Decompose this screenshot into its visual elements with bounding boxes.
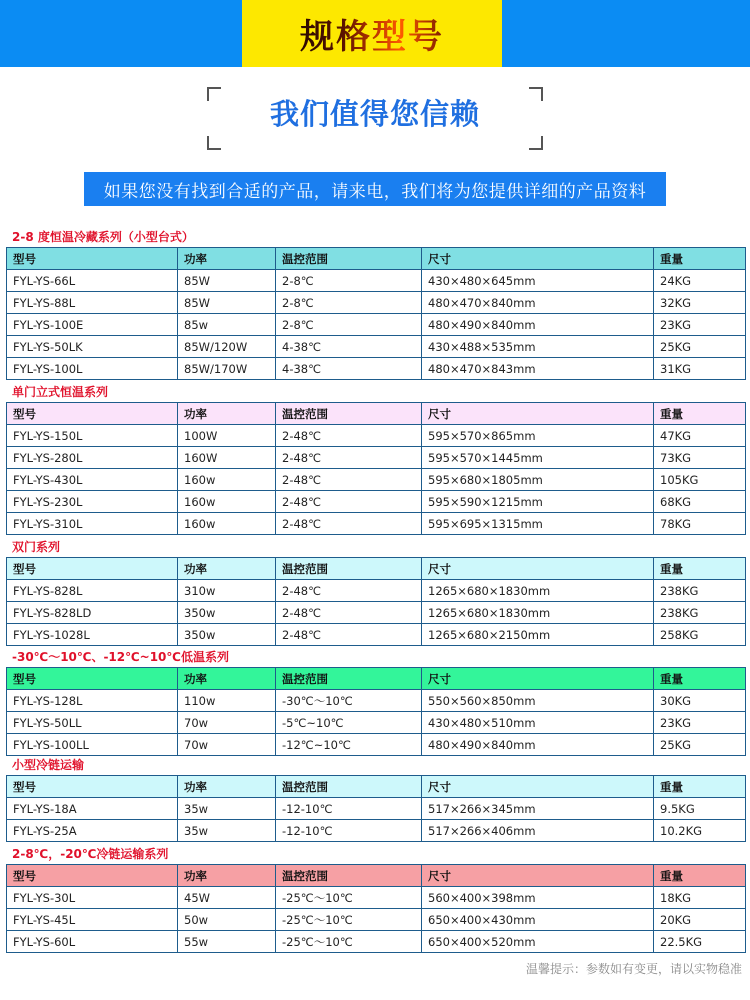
size-cell: 480×490×840mm: [422, 314, 654, 336]
model-cell: FYL-YS-60L: [7, 931, 178, 953]
table-header-row: [7, 776, 746, 798]
column-header: 功率: [178, 558, 276, 580]
column-header: 温控范围: [276, 865, 422, 887]
size-cell: 595×570×1445mm: [422, 447, 654, 469]
model-cell: FYL-YS-828L: [7, 580, 178, 602]
table-row: [7, 425, 746, 447]
table-row: [7, 270, 746, 292]
column-header: 重量: [654, 865, 746, 887]
power-cell: 160W: [178, 447, 276, 469]
table-row: [7, 690, 746, 712]
table-row: [7, 909, 746, 931]
column-header: 尺寸: [422, 776, 654, 798]
weight-cell: 238KG: [654, 602, 746, 624]
model-cell: FYL-YS-230L: [7, 491, 178, 513]
column-header: 型号: [7, 865, 178, 887]
size-cell: 480×490×840mm: [422, 734, 654, 756]
model-cell: FYL-YS-100L: [7, 358, 178, 380]
column-header: 功率: [178, 776, 276, 798]
temp-range-cell: -25℃～10℃: [276, 909, 422, 931]
column-header: 温控范围: [276, 403, 422, 425]
column-header: 温控范围: [276, 558, 422, 580]
table-row: [7, 931, 746, 953]
temp-range-cell: -30℃～10℃: [276, 690, 422, 712]
table-header-row: [7, 558, 746, 580]
temp-range-cell: 2-48℃: [276, 580, 422, 602]
temp-range-cell: 2-48℃: [276, 602, 422, 624]
weight-cell: 20KG: [654, 909, 746, 931]
power-cell: 350w: [178, 624, 276, 646]
weight-cell: 68KG: [654, 491, 746, 513]
model-cell: FYL-YS-100E: [7, 314, 178, 336]
weight-cell: 73KG: [654, 447, 746, 469]
weight-cell: 23KG: [654, 712, 746, 734]
power-cell: 160w: [178, 491, 276, 513]
column-header: 温控范围: [276, 248, 422, 270]
power-cell: 85W: [178, 292, 276, 314]
power-cell: 350w: [178, 602, 276, 624]
size-cell: 650×400×430mm: [422, 909, 654, 931]
size-cell: 480×470×843mm: [422, 358, 654, 380]
column-header: 尺寸: [422, 558, 654, 580]
weight-cell: 24KG: [654, 270, 746, 292]
size-cell: 560×400×398mm: [422, 887, 654, 909]
table-row: [7, 734, 746, 756]
section-title: -30℃～10℃、-12℃~10℃低温系列: [12, 650, 229, 664]
weight-cell: 258KG: [654, 624, 746, 646]
weight-cell: 30KG: [654, 690, 746, 712]
section-title: 2-8 度恒温冷藏系列（小型台式）: [12, 230, 194, 244]
spec-table: [6, 864, 746, 953]
table-row: [7, 491, 746, 513]
temp-range-cell: -12℃~10℃: [276, 734, 422, 756]
temp-range-cell: -12-10℃: [276, 798, 422, 820]
model-cell: FYL-YS-310L: [7, 513, 178, 535]
column-header: 型号: [7, 776, 178, 798]
table-row: [7, 887, 746, 909]
power-cell: 35w: [178, 820, 276, 842]
table-row: [7, 602, 746, 624]
model-cell: FYL-YS-150L: [7, 425, 178, 447]
weight-cell: 18KG: [654, 887, 746, 909]
weight-cell: 31KG: [654, 358, 746, 380]
size-cell: 650×400×520mm: [422, 931, 654, 953]
section-title: 2-8℃，-20℃冷链运输系列: [12, 847, 169, 861]
temp-range-cell: 4-38℃: [276, 336, 422, 358]
temp-range-cell: 2-8℃: [276, 314, 422, 336]
size-cell: 430×488×535mm: [422, 336, 654, 358]
power-cell: 35w: [178, 798, 276, 820]
temp-range-cell: 2-48℃: [276, 513, 422, 535]
model-cell: FYL-YS-100LL: [7, 734, 178, 756]
weight-cell: 25KG: [654, 734, 746, 756]
size-cell: 480×470×840mm: [422, 292, 654, 314]
weight-cell: 25KG: [654, 336, 746, 358]
table-header-row: [7, 668, 746, 690]
model-cell: FYL-YS-88L: [7, 292, 178, 314]
size-cell: 517×266×345mm: [422, 798, 654, 820]
size-cell: 517×266×406mm: [422, 820, 654, 842]
power-cell: 85w: [178, 314, 276, 336]
table-row: [7, 292, 746, 314]
temp-range-cell: 2-48℃: [276, 425, 422, 447]
weight-cell: 23KG: [654, 314, 746, 336]
model-cell: FYL-YS-280L: [7, 447, 178, 469]
column-header: 尺寸: [422, 865, 654, 887]
temp-range-cell: 4-38℃: [276, 358, 422, 380]
size-cell: 1265×680×1830mm: [422, 580, 654, 602]
top-banner: [0, 0, 750, 67]
temp-range-cell: 2-8℃: [276, 292, 422, 314]
column-header: 型号: [7, 668, 178, 690]
model-cell: FYL-YS-128L: [7, 690, 178, 712]
power-cell: 100W: [178, 425, 276, 447]
spec-table: [6, 247, 746, 380]
model-cell: FYL-YS-45L: [7, 909, 178, 931]
power-cell: 160w: [178, 469, 276, 491]
size-cell: 595×695×1315mm: [422, 513, 654, 535]
section-title: 小型冷链运输: [12, 758, 85, 772]
weight-cell: 78KG: [654, 513, 746, 535]
model-cell: FYL-YS-30L: [7, 887, 178, 909]
weight-cell: 105KG: [654, 469, 746, 491]
section-title: 双门系列: [12, 540, 61, 554]
power-cell: 160w: [178, 513, 276, 535]
table-row: [7, 712, 746, 734]
size-cell: 430×480×510mm: [422, 712, 654, 734]
contact-notice-bar: 如果您没有找到合适的产品，请来电，我们将为您提供详细的产品资料: [84, 172, 666, 206]
column-header: 尺寸: [422, 248, 654, 270]
column-header: 重量: [654, 776, 746, 798]
column-header: 重量: [654, 558, 746, 580]
table-row: [7, 624, 746, 646]
size-cell: 1265×680×1830mm: [422, 602, 654, 624]
table-row: [7, 580, 746, 602]
temp-range-cell: -5℃~10℃: [276, 712, 422, 734]
model-cell: FYL-YS-1028L: [7, 624, 178, 646]
power-cell: 110w: [178, 690, 276, 712]
weight-cell: 238KG: [654, 580, 746, 602]
temp-range-cell: -25℃～10℃: [276, 931, 422, 953]
size-cell: 595×570×865mm: [422, 425, 654, 447]
power-cell: 45W: [178, 887, 276, 909]
model-cell: FYL-YS-50LK: [7, 336, 178, 358]
column-header: 尺寸: [422, 403, 654, 425]
temp-range-cell: 2-48℃: [276, 491, 422, 513]
size-cell: 550×560×850mm: [422, 690, 654, 712]
column-header: 型号: [7, 558, 178, 580]
footer-disclaimer: 温馨提示：参数如有变更，请以实物稳准: [525, 962, 742, 976]
power-cell: 70w: [178, 712, 276, 734]
spec-table: [6, 775, 746, 842]
column-header: 重量: [654, 668, 746, 690]
table-row: [7, 820, 746, 842]
column-header: 型号: [7, 403, 178, 425]
table-row: [7, 469, 746, 491]
corner-bracket-bottom-left: [207, 136, 221, 150]
column-header: 功率: [178, 668, 276, 690]
model-cell: FYL-YS-828LD: [7, 602, 178, 624]
model-cell: FYL-YS-50LL: [7, 712, 178, 734]
column-header: 功率: [178, 403, 276, 425]
size-cell: 595×680×1805mm: [422, 469, 654, 491]
size-cell: 595×590×1215mm: [422, 491, 654, 513]
table-header-row: [7, 248, 746, 270]
table-header-row: [7, 865, 746, 887]
table-row: [7, 358, 746, 380]
size-cell: 1265×680×2150mm: [422, 624, 654, 646]
model-cell: FYL-YS-18A: [7, 798, 178, 820]
power-cell: 85W: [178, 270, 276, 292]
column-header: 重量: [654, 403, 746, 425]
spec-table: [6, 557, 746, 646]
weight-cell: 47KG: [654, 425, 746, 447]
power-cell: 85W/170W: [178, 358, 276, 380]
table-header-row: [7, 403, 746, 425]
temp-range-cell: 2-48℃: [276, 624, 422, 646]
weight-cell: 22.5KG: [654, 931, 746, 953]
power-cell: 310w: [178, 580, 276, 602]
weight-cell: 32KG: [654, 292, 746, 314]
model-cell: FYL-YS-430L: [7, 469, 178, 491]
spec-table: [6, 667, 746, 756]
power-cell: 70w: [178, 734, 276, 756]
column-header: 型号: [7, 248, 178, 270]
column-header: 温控范围: [276, 668, 422, 690]
slogan: 我们值得您信赖: [269, 97, 480, 131]
temp-range-cell: 2-48℃: [276, 447, 422, 469]
table-row: [7, 513, 746, 535]
power-cell: 85W/120W: [178, 336, 276, 358]
power-cell: 55w: [178, 931, 276, 953]
temp-range-cell: 2-48℃: [276, 469, 422, 491]
column-header: 功率: [178, 248, 276, 270]
column-header: 温控范围: [276, 776, 422, 798]
model-cell: FYL-YS-66L: [7, 270, 178, 292]
corner-bracket-bottom-right: [529, 136, 543, 150]
table-row: [7, 336, 746, 358]
temp-range-cell: -12-10℃: [276, 820, 422, 842]
temp-range-cell: -25℃～10℃: [276, 887, 422, 909]
temp-range-cell: 2-8℃: [276, 270, 422, 292]
model-cell: FYL-YS-25A: [7, 820, 178, 842]
section-title: 单门立式恒温系列: [12, 385, 109, 399]
column-header: 尺寸: [422, 668, 654, 690]
power-cell: 50w: [178, 909, 276, 931]
spec-table: [6, 402, 746, 535]
banner-title-block: [242, 0, 502, 67]
weight-cell: 9.5KG: [654, 798, 746, 820]
size-cell: 430×480×645mm: [422, 270, 654, 292]
table-row: [7, 798, 746, 820]
page-title: 规格型号: [300, 9, 444, 58]
column-header: 功率: [178, 865, 276, 887]
table-row: [7, 447, 746, 469]
column-header: 重量: [654, 248, 746, 270]
weight-cell: 10.2KG: [654, 820, 746, 842]
table-row: [7, 314, 746, 336]
